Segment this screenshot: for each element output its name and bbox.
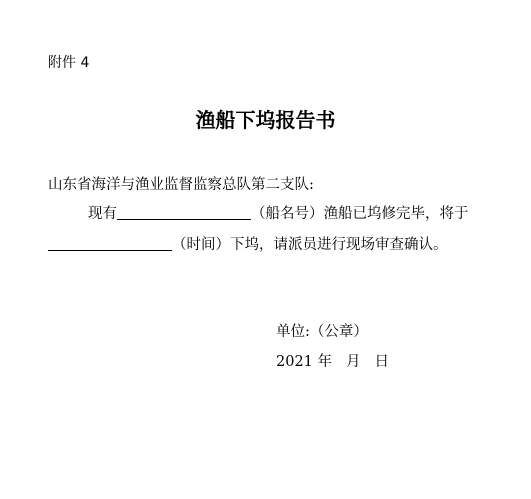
boat-name-blank — [117, 204, 251, 220]
document-title: 渔船下坞报告书 — [195, 108, 336, 132]
date-line — [276, 350, 389, 371]
unit-seal: 单位:（公章） — [276, 324, 368, 340]
addressee: 山东省海洋与渔业监督监察总队第二支队: — [48, 177, 314, 193]
body-line-2 — [48, 233, 448, 254]
time-blank — [48, 235, 172, 251]
boat-name-hint: （船名号）渔船已坞修完毕，将于 — [251, 206, 469, 222]
attachment-label: 附件 4 — [48, 55, 90, 71]
now-have-text: 现有 — [88, 206, 117, 222]
date-month: 月 — [346, 354, 361, 370]
date-day: 日 — [374, 354, 390, 370]
body-line-1 — [88, 202, 469, 223]
time-hint: （时间）下坞，请派员进行现场审查确认。 — [172, 237, 448, 253]
date-year: 2021 年 — [276, 354, 333, 370]
